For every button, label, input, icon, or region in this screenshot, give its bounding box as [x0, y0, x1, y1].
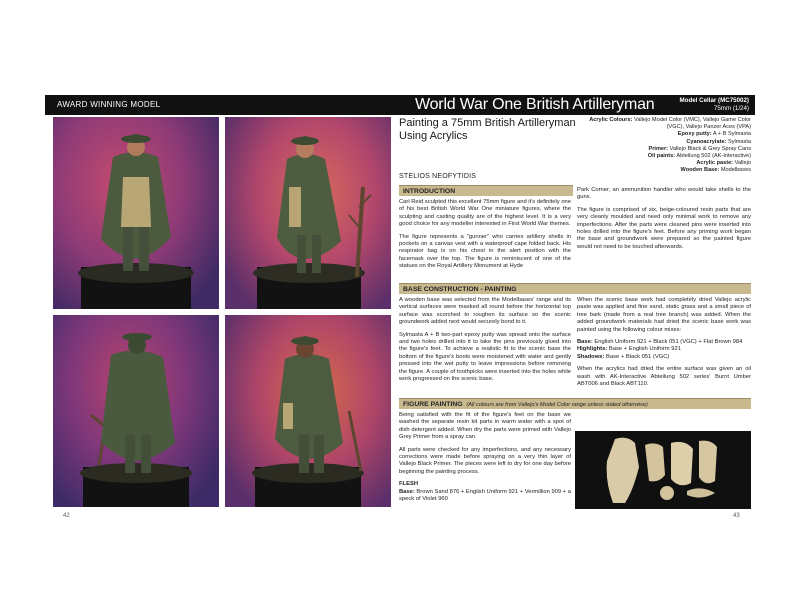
- figure-painting-note: (All colours are from Vallejo's Model Color range unless stated otherwise): [466, 402, 648, 408]
- article-subtitle: Painting a 75mm British Artilleryman Using Acrylics: [399, 117, 576, 142]
- page-number-left: 42: [63, 513, 70, 519]
- base-paragraph: A wooden base was selected from the Modelbases' range and its vertical surfaces were masked all round before the horizontal top surface was scorched to roughen its surface so the scenic groundwork added next would securely bond to it.: [399, 297, 571, 326]
- base-paragraph: When the acrylics had dried the entire surface was given an oil wash with AK-Interactive Abteilung 502 series' Burnt Umber ABT006 and Black ABT110.: [577, 366, 751, 388]
- kit-reference: [680, 97, 749, 113]
- intro-column-right: [577, 187, 751, 256]
- heading-figure-painting: FIGURE PAINTING (All colours are from Vallejo's Model Color range unless stated otherwise): [399, 398, 751, 409]
- page-number-right: 43: [733, 513, 740, 519]
- base-paragraph: Sylmasta A + B two-part epoxy putty was spread onto the surface and two holes drilled into it to take the pins previously glued into the figure's feet. To achieve a realistic fit to the scenic base the bottom of the figure's boots were moistened with water and gently pressed into the wet putty to leave impressions before removing the figure. A couple of toothpicks were inserted into the holes while work progressed on the scenic base.: [399, 331, 571, 383]
- heading-base-construction: BASE CONSTRUCTION - PAINTING: [399, 283, 751, 294]
- figure-paragraph: All parts were checked for any imperfections, and any necessary corrections were made before spraying on a very thin layer of Vallejo Black Primer. The pieces were left to dry for one day before beginning the painting process.: [399, 446, 571, 475]
- figure-photo-side: [225, 117, 391, 309]
- figure-photo-other-side: [225, 315, 391, 507]
- base-column-right: [577, 297, 751, 393]
- material-item: Wooden Base: Modelbases: [680, 167, 751, 174]
- colour-mix-base: Base: English Uniform 921 + Black 051 (VGC) + Flat Brown 984: [577, 339, 743, 346]
- heading-introduction: INTRODUCTION: [399, 185, 573, 196]
- intro-paragraph: The figure represents a "gunner" who carries artillery shells in pockets on a canvas vest with a waterproof cape folded back. His respirator bag is on his chest in the alert position with the facemask over the top. The figure is reminiscent of one of the statues on the Royal Artillery Monument at Hyde: [399, 233, 571, 270]
- base-paragraph: When the scenic base work had completely dried Vallejo acrylic paste was applied and fine sand, static grass and a small piece of tree bark (made from a real tree branch) was added. When the added groundwork materials had dried the scenic base work was painted using the following colour mixes:: [577, 297, 751, 333]
- material-item: Acrylic paste: Vallejo: [696, 160, 751, 167]
- material-item: Oil paints: Abteilung 502 (AK-Interactive): [647, 153, 751, 160]
- header-bar: [45, 95, 755, 115]
- article-title: World War One British Artilleryman: [415, 96, 655, 113]
- colour-mix-highlights: Highlights: Base + English Uniform 921: [577, 346, 681, 353]
- material-item: Acrylic Colours: Vallejo Model Color (VMC), Vallejo Game Color (VGC), Vallejo Panzer Aces (VPA): [589, 117, 751, 131]
- flesh-colour-mix: Base: Brown Sand 876 + English Uniform 921 + Vermillion 909 + a speck of Violet 960: [399, 488, 571, 503]
- resin-parts-photo: [575, 431, 751, 509]
- flesh-heading: FLESH: [399, 481, 419, 488]
- intro-paragraph: Carl Reid sculpted this excellent 75mm figure and it's definitely one of his best British World War One miniature figures, where the sculpting and casting quality are of the highest level. It is a very good choice for any modeller interested in First World War themes.: [399, 199, 571, 228]
- section-tag: AWARD WINNING MODEL: [57, 100, 161, 109]
- magazine-spread: [45, 95, 755, 527]
- kit-ref-line-2: 75mm (1/24): [713, 105, 749, 112]
- author-byline: STELIOS NEOFYTIDIS: [399, 173, 477, 180]
- material-item: Epoxy putty: A + B Sylmasta: [677, 131, 751, 138]
- material-item: Cyanoacrylate: Sylmasta: [686, 138, 751, 145]
- intro-paragraph: The figure is comprised of six, beige-coloured resin parts that are very cleanly moulded and need only minimal work to remove any imperfections. After the parts were cleaned pins were inserted into holes drilled into the figure's feet. Before any priming work began the base and groundwork were prepared so the painted figure would not need to be touched afterwards.: [577, 206, 751, 250]
- figure-column: [399, 412, 571, 503]
- figure-paragraph: Being satisfied with the fit of the figure's feet on the base we washed the separate resin kit parts in warm water with a spot of dish detergent added. When dry the parts were primed with Vallejo Grey Primer from a spray can.: [399, 412, 571, 441]
- figure-photo-back: [53, 315, 219, 507]
- intro-paragraph: Park Corner, an ammunition handler who would take shells to the guns.: [577, 187, 751, 201]
- kit-ref-line-1: Model Cellar (MC75002): [679, 97, 749, 104]
- figure-photo-front: [53, 117, 219, 309]
- material-item: Primer: Vallejo Black & Grey Spray Cans: [648, 145, 751, 152]
- intro-column-left: [399, 199, 571, 276]
- materials-list: [575, 117, 751, 175]
- figure-photo-grid: [53, 117, 391, 507]
- colour-mix-shadows: Shadows: Base + Black 051 (VGC): [577, 353, 670, 360]
- base-column-left: [399, 297, 571, 388]
